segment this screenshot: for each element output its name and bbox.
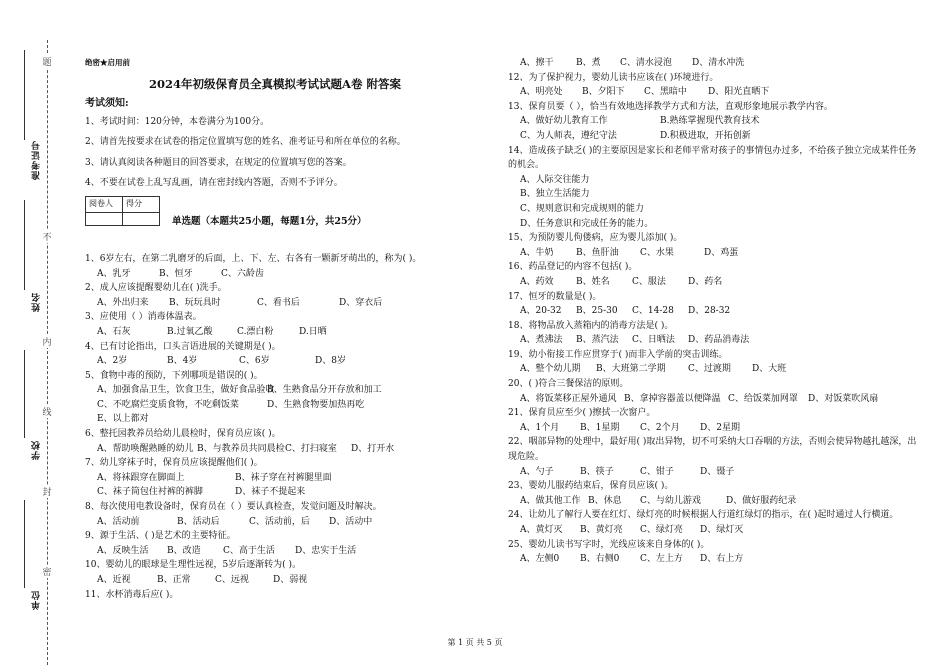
answer-option[interactable]: A、反映生活 [97,545,149,556]
answer-option[interactable]: D、8岁 [315,356,346,367]
answer-option[interactable]: D、任务意识和完成任务的能力。 [520,218,654,229]
option-row [508,421,920,436]
option-row [508,494,920,509]
reviewer-cell: 阅卷人 [86,197,123,213]
answer-option[interactable]: A、活动前 [97,516,140,527]
answer-option[interactable]: C、2个月 [640,422,680,433]
answer-option[interactable]: D.日晒 [299,326,327,337]
answer-option[interactable]: A、黄灯灭 [520,525,563,535]
option-row [508,362,920,377]
right-question-list [508,56,920,567]
answer-option[interactable]: C、袜子筒包住衬裤的裤脚 [97,487,203,498]
answer-option[interactable]: B、鱼肝油 [576,247,619,258]
option-row [508,202,920,217]
answer-option[interactable]: B、25-30 [576,306,618,317]
question-text: 11、水杯消毒后应( )。 [85,589,179,600]
option-row [85,442,465,457]
answer-option[interactable]: B、大班第二学期 [596,364,666,375]
question-text: 2、成人应该提醒婴幼儿在( )洗手。 [85,283,227,294]
seal-char: 密 [41,565,53,578]
answer-option[interactable]: B、右侧0 [580,554,620,565]
answer-option[interactable]: A、做其他工作 [520,495,581,506]
answer-option[interactable]: C、水果 [640,247,674,258]
answer-option[interactable]: C、清水浸泡 [620,58,672,68]
answer-option[interactable]: A、牛奶 [520,247,554,258]
seal-char: 内 [41,335,53,348]
answer-option[interactable]: D、药品消毒法 [688,335,750,346]
score-cell: 得分 [123,197,160,213]
question-text: 22、咽部异物的处理中，最好用( )取出异物，切不可采纳大口吞咽的方法，否则会使异物越扎越深，出现危险。 [508,437,917,463]
answer-option[interactable]: A、外出归来 [97,297,149,308]
answer-option[interactable]: C、给饭菜加网罩 [728,393,798,404]
answer-option[interactable]: B、拿掉容器盖以便降温 [624,393,721,404]
notice-item: 1、考试时间：120分钟，本卷满分为100分。 [85,116,270,127]
answer-option[interactable]: C、14-28 [632,306,674,317]
answer-option[interactable]: D、袜子不提起来 [235,487,306,498]
option-row [85,325,465,340]
question-text: 13、保育员要（ ），恰当有效地选择教学方式和方法，直观形象地展示教学内容。 [508,101,833,112]
option-row [508,187,920,202]
answer-option[interactable]: D、大班 [752,364,787,375]
option-row [508,246,920,261]
answer-option[interactable]: B、1星期 [580,422,620,433]
option-row [508,173,920,188]
reviewer-blank[interactable] [86,212,123,225]
binding-margin [0,0,60,671]
answer-option[interactable]: B、恒牙 [159,268,193,279]
name-line[interactable] [24,200,25,290]
question-text: 25、婴幼儿读书写字时，光线应该来自身体的( )。 [508,539,710,550]
answer-option[interactable]: D.积极进取，开拓创新 [660,130,751,141]
answer-option[interactable]: C、绿灯亮 [640,525,683,535]
question-text: 12、为了保护视力，婴幼儿读书应该在( )环境进行。 [508,72,719,83]
answer-option[interactable]: C、过渡期 [688,364,731,375]
question-text: 24、让幼儿了解行人要在红灯、绿灯亮的时候根据人行道红绿灯的指示，在( )起时通过人行横道。 [508,510,899,521]
option-row [85,544,465,559]
school-line[interactable] [24,350,25,438]
notice-item: 4、不要在试卷上乱写乱画，请在密封线内答题，否则不予评分。 [85,177,343,188]
name-label: 姓名 [32,292,42,312]
answer-option[interactable]: D、绿灯灭 [700,525,744,535]
answer-option[interactable]: C、钳子 [640,466,674,477]
option-row [85,471,465,486]
option-row [508,304,920,319]
question-text: 10、婴幼儿的眼球是生理性远视，5岁后逐渐转为( )。 [85,560,302,571]
question-text: 19、幼小衔接工作应贯穿于( )而非入学前的突击训练。 [508,349,728,360]
answer-option[interactable]: B、袜子穿在衬裤腿里面 [235,472,332,483]
option-row [508,333,920,348]
question-text: 9、源于生活、( )是艺术的主要特征。 [85,531,236,542]
answer-option[interactable]: B、玩玩具时 [169,297,221,308]
answer-option[interactable]: D、鸡蛋 [704,247,739,258]
answer-option[interactable]: A、煮沸法 [520,335,563,346]
answer-option[interactable]: C、打扫寝室 [285,443,337,454]
right-column [508,56,920,567]
question-text: 8、每次使用电教设备时，保育员在（ ）要认真检查，发觉问题及时解决。 [85,502,382,513]
answer-option[interactable]: C、不吃腐烂变质食物，不吃剩饭菜 [97,399,239,410]
answer-option[interactable]: B、休息 [588,495,622,506]
option-row [85,267,465,282]
seal-char: 封 [41,485,53,498]
answer-option[interactable]: A、药效 [520,276,554,287]
answer-option[interactable]: D、右上方 [700,554,744,565]
answer-option[interactable]: A、人际交往能力 [520,174,590,185]
answer-option[interactable]: B、独立生活能力 [520,189,590,200]
answer-option[interactable]: B、煮 [576,58,601,68]
answer-option[interactable]: B、生熟食品分开存放和加工 [267,385,382,396]
answer-option[interactable]: D、穿衣后 [339,297,383,308]
option-row [508,275,920,290]
answer-option[interactable]: B、蒸汽法 [576,335,619,346]
answer-option[interactable]: A、近视 [97,575,131,585]
question-text: 14、造成孩子缺乏( )的主要原因是家长和老师平常对孩子的事情包办过多，不给孩子独立完成某件任务的机会。 [508,145,917,171]
exam-number-label: 准考证号 [32,140,42,180]
option-row [85,354,465,369]
answer-option[interactable]: B、夕阳下 [582,87,625,98]
question-text: 15、为预防婴儿佝偻病，应为婴儿添加( )。 [508,233,683,244]
answer-option[interactable]: D、打开水 [351,443,395,454]
answer-option[interactable]: D、2星期 [700,422,740,433]
section-heading: 单选题（本题共25小题，每题1分，共25分） [172,216,367,227]
option-row [85,412,465,427]
answer-option[interactable]: C、左上方 [640,554,683,565]
exam-notice [85,97,465,190]
answer-option[interactable]: C、服法 [632,276,666,287]
option-row [508,56,920,71]
answer-option[interactable]: C、六龄齿 [221,268,264,279]
notice-heading: 考试须知: [85,98,129,110]
option-row [508,114,920,129]
question-text: 20、( )符合三餐保洁的原则。 [508,379,629,390]
answer-option[interactable]: C、规则意识和完成规则的能力 [520,203,644,214]
answer-option[interactable]: C、远视 [215,575,249,585]
school-label: 学校 [32,440,42,460]
answer-option[interactable]: A、2岁 [97,356,128,367]
question-text: 1、6岁左右，在第二乳磨牙的后面，上、下、左、右各有一颗新牙萌出的，称为( )。 [85,253,422,264]
option-row [508,217,920,232]
answer-option[interactable]: D、生熟食物要加热再吃 [267,399,365,410]
question-text: 3、应使用（ ）消毒体温表。 [85,312,202,323]
answer-option[interactable]: C、为人师表，遵纪守法 [520,130,617,141]
left-question-list [85,252,465,602]
notice-item: 2、请首先按要求在试卷的指定位置填写您的姓名、准考证号和所在单位的名称。 [85,137,406,148]
option-row [85,398,465,413]
answer-option[interactable]: A、左侧0 [520,554,560,565]
answer-option[interactable]: D、做好服药纪录 [726,495,797,506]
answer-option[interactable]: A、将袜跟穿在脚面上 [97,472,185,483]
option-row [508,465,920,480]
answer-option[interactable]: D、对饭菜吹风扇 [808,393,879,404]
answer-option[interactable]: C、看书后 [257,297,300,308]
answer-option[interactable]: A、加强食品卫生，饮食卫生，做好食品验收 [97,385,275,396]
answer-option[interactable]: D、镊子 [700,466,735,477]
answer-option[interactable]: D、28-32 [688,306,731,317]
answer-option[interactable]: C、黑暗中 [644,87,687,98]
answer-option[interactable]: B、与教养员共同晨检 [197,443,285,454]
answer-option[interactable]: A、整个幼儿期 [520,364,581,375]
answer-option[interactable]: D、阳光直晒下 [708,87,770,98]
answer-option[interactable]: A、勺子 [520,466,554,477]
answer-option[interactable]: C、6岁 [239,356,270,367]
answer-option[interactable]: A、乳牙 [97,268,131,279]
answer-option[interactable]: C、日晒法 [632,335,675,346]
answer-option[interactable]: B、活动后 [177,516,220,527]
option-row [508,523,920,538]
exam-number-line[interactable] [24,50,25,140]
option-row [508,85,920,100]
question-text: 23、婴幼儿服药结束后，保育员应该( )。 [508,481,674,492]
question-text: 4、已有讨论指出，口头言语进展的关键期是( )。 [85,341,281,352]
answer-option[interactable]: A、将饭菜移正屋外通风 [520,393,617,404]
option-row [85,485,465,500]
page-footer: 第 1 页 共 5 页 [447,638,503,647]
answer-option[interactable]: A、20-32 [520,306,562,317]
answer-option[interactable]: A、石灰 [97,326,131,337]
answer-option[interactable]: B、改造 [167,545,201,556]
answer-option[interactable]: D、活动中 [329,516,373,527]
answer-option[interactable]: B、筷子 [580,466,614,477]
option-row [85,573,465,588]
option-row [85,296,465,311]
seal-char: 不 [41,230,53,243]
question-text: 16、药品登记的内容不包括( )。 [508,262,638,273]
answer-option[interactable]: D、清水冲洗 [692,58,745,68]
answer-option[interactable]: A、做好幼儿教育工作 [520,116,608,127]
answer-option[interactable]: D、弱视 [273,575,308,585]
score-box [85,196,160,226]
seal-char: 题 [41,55,53,68]
option-row [85,515,465,530]
score-blank[interactable] [123,212,160,225]
unit-line[interactable] [24,500,25,588]
page-title: 2024年初级保育员全真模拟考试试题A卷 附答案 [149,76,401,91]
answer-option[interactable]: C.漂白粉 [237,326,274,337]
question-text: 18、将物品放入蒸箱内的消毒方法是( )。 [508,320,674,331]
answer-option[interactable]: B、正常 [157,575,191,585]
answer-option[interactable]: B.过氧乙酸 [167,326,213,337]
answer-option[interactable]: A、明亮处 [520,87,563,98]
option-row [508,129,920,144]
question-text: 21、保育员应至少( )擦拭一次窗户。 [508,408,656,419]
question-text: 7、幼儿穿袜子时，保育员应该提醒他们( )。 [85,458,263,469]
option-row [508,552,920,567]
answer-option[interactable]: E、以上都对 [97,414,149,425]
secret-label: 绝密★启用前 [85,58,130,67]
answer-option[interactable]: A、帮助唤醒熟睡的幼儿 [97,443,194,454]
answer-option[interactable]: B、姓名 [576,276,610,287]
option-row [85,383,465,398]
answer-option[interactable]: A、擦干 [520,58,554,68]
seal-char: 线 [41,405,53,418]
left-column [85,56,465,602]
answer-option[interactable]: C、活动前，后 [249,516,310,527]
answer-option[interactable]: B、黄灯亮 [580,525,623,535]
question-text: 6、整托园教养员给幼儿晨检时，保育员应该( )。 [85,429,281,440]
answer-option[interactable]: D、药名 [688,276,723,287]
question-text: 17、恒牙的数量是( )。 [508,291,602,302]
answer-option[interactable]: B、4岁 [167,356,198,367]
answer-option[interactable]: B.熟练掌握现代教育技术 [660,116,760,127]
unit-label: 单位 [32,590,42,610]
answer-option[interactable]: A、1个月 [520,422,560,433]
option-row [508,392,920,407]
answer-option[interactable]: C、与幼儿游戏 [640,495,701,506]
notice-item: 3、请认真阅读各种题目的回答要求，在规定的位置填写您的答案。 [85,157,352,168]
answer-option[interactable]: C、高于生活 [223,545,275,556]
question-text: 5、食物中毒的预防，下列哪项是错误的( )。 [85,370,263,381]
answer-option[interactable]: D、忠实于生活 [295,545,357,556]
